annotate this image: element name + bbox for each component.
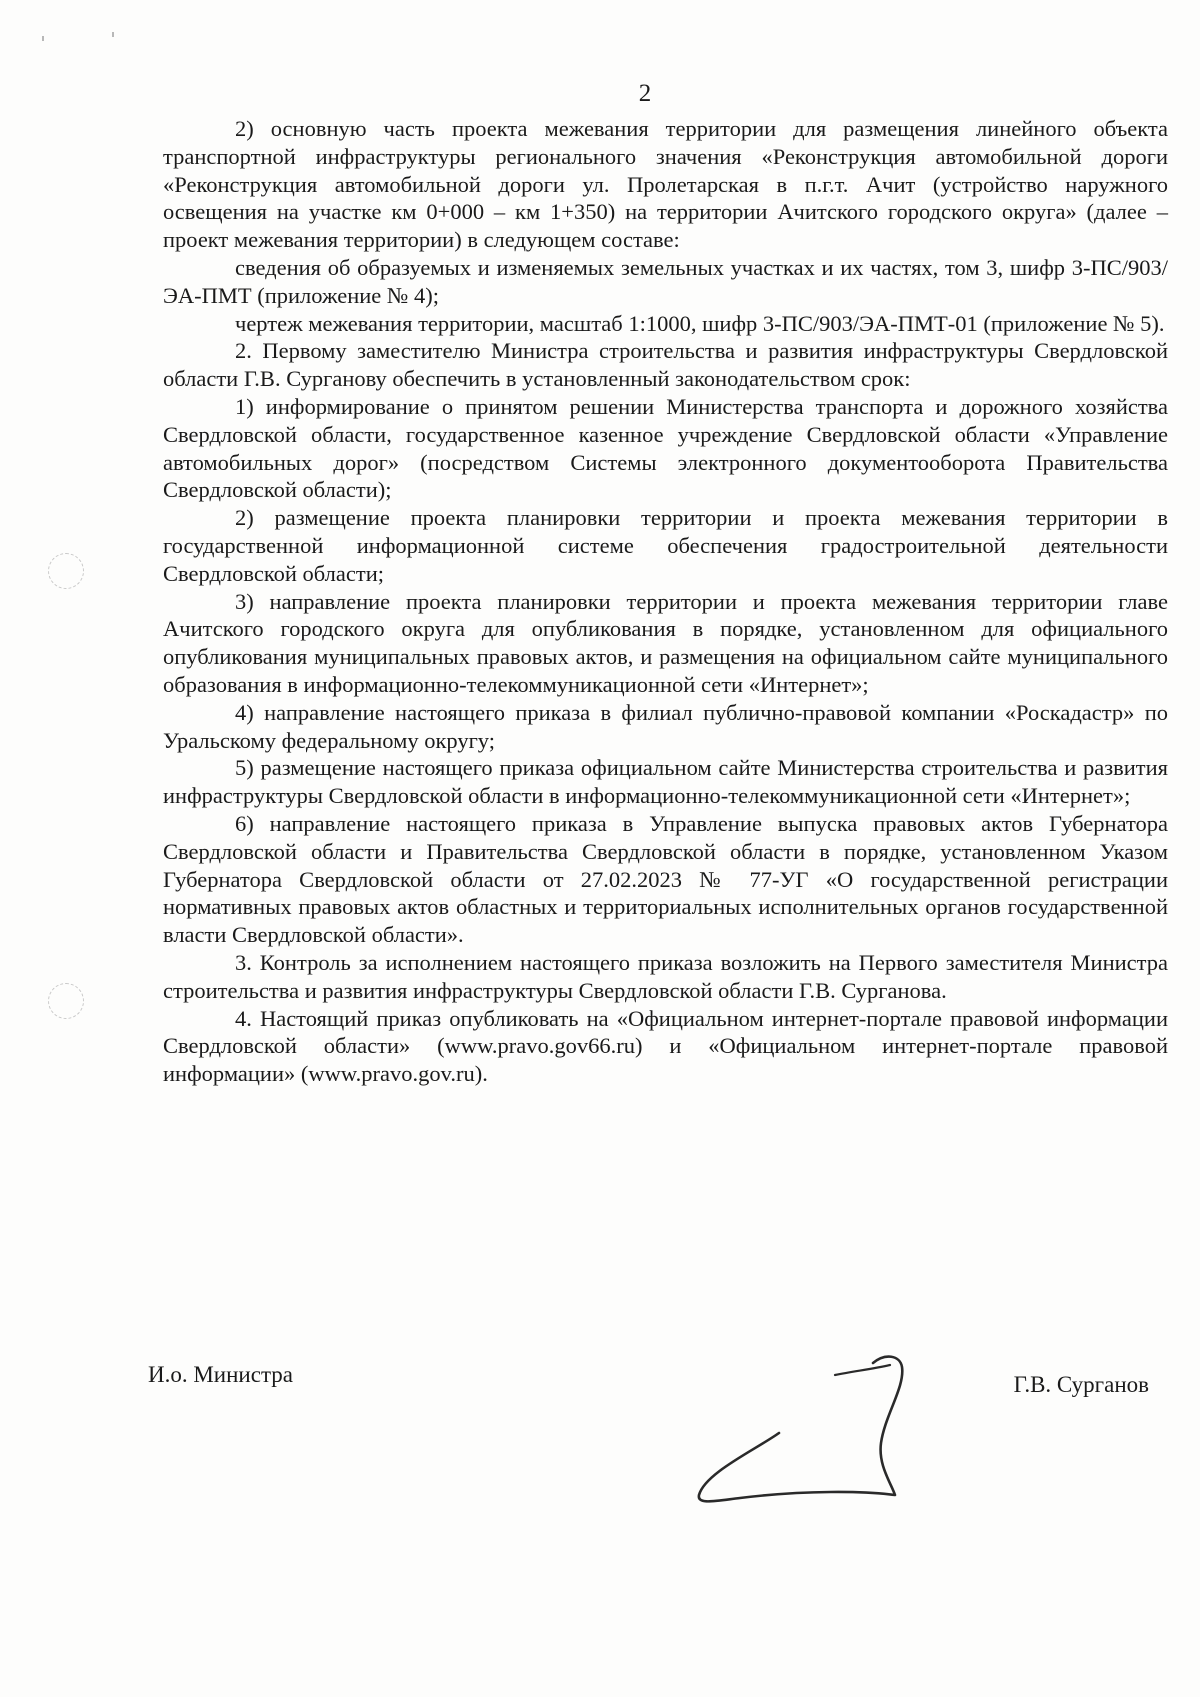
scan-speck (42, 36, 44, 41)
paragraph: 6) направление настоящего приказа в Управление выпуска правовых актов Губернатора Свердловской области и Правительства Свердловской области в порядке, установленном Указом Губернатора Свердловской области от 27.02.2023 № 77-УГ «О государственной регистрации нормативных правовых актов областных и территориальных исполнительных органов государственной власти Свердловской области». (163, 810, 1168, 948)
paragraph: чертеж межевания территории, масштаб 1:1000, шифр 3-ПС/903/ЭА-ПМТ-01 (приложение № 5). (235, 310, 1165, 336)
paragraph: 4) направление настоящего приказа в филиал публично-правовой компании «Роскадастр» по Уральскому федеральному округу; (163, 699, 1168, 753)
punch-hole-mark (48, 983, 84, 1019)
paragraph: 2. Первому заместителю Министра строительства и развития инфраструктуры Свердловской области Г.В. Сурганову обеспечить в установленный законодательством срок: (163, 338, 1168, 392)
paragraph: 4. Настоящий приказ опубликовать на «Официальном интернет-портале правовой информации Свердловской области» (www.pravo.gov66.ru) и «Официальном интернет-портале правовой информации» (www.pravo.gov.ru). (163, 1005, 1168, 1087)
paragraph: сведения об образуемых и изменяемых земельных участках и их частях, том 3, шифр 3-ПС/903/ЭА-ПМТ (приложение № 4); (163, 254, 1168, 308)
scan-speck (112, 32, 114, 37)
page-number: 2 (638, 80, 652, 107)
paragraph: 3. Контроль за исполнением настоящего приказа возложить на Первого заместителя Министра строительства и развития инфраструктуры Свердловской области Г.В. Сурганова. (163, 949, 1168, 1003)
signatory-name: Г.В. Сурганов (1013, 1372, 1149, 1397)
paragraph: 2) размещение проекта планировки территории и проекта межевания территории в государственной информационной системе обеспечения градостроительной деятельности Свердловской области; (163, 505, 1168, 586)
paragraph: 2) основную часть проекта межевания территории для размещения линейного объекта транспортной инфраструктуры регионального значения «Реконструкция автомобильной дороги «Реконструкция автомобильной дороги ул. Пролетарская в п.г.т. Ачит (устройство наружного освещения на участке км 0+000 – км 1+350) на территории Ачитского городского округа» (далее – проект межевания территории) в следующем составе: (163, 116, 1168, 253)
document-body (163, 115, 1168, 1088)
punch-hole-mark (48, 553, 84, 589)
handwritten-signature (695, 1345, 935, 1525)
paragraph: 5) размещение настоящего приказа официальном сайте Министерства строительства и развития инфраструктуры Свердловской области в информационно-телекоммуникационной сети «Интернет»; (163, 755, 1168, 809)
paragraph: 1) информирование о принятом решении Министерства транспорта и дорожного хозяйства Свердловской области, государственное казенное учреждение Свердловской области «Управление автомобильных дорог» (посредством Системы электронного документооборота Правительства Свердловской области); (163, 393, 1168, 503)
signatory-position: И.о. Министра (148, 1362, 293, 1387)
paragraph: 3) направление проекта планировки территории и проекта межевания территории главе Ачитского городского округа для опубликования в порядке, установленном для официального опубликования муниципальных правовых актов, и размещения на официальном сайте муниципального образования в информационно-телекоммуникационной сети «Интернет»; (163, 588, 1168, 697)
